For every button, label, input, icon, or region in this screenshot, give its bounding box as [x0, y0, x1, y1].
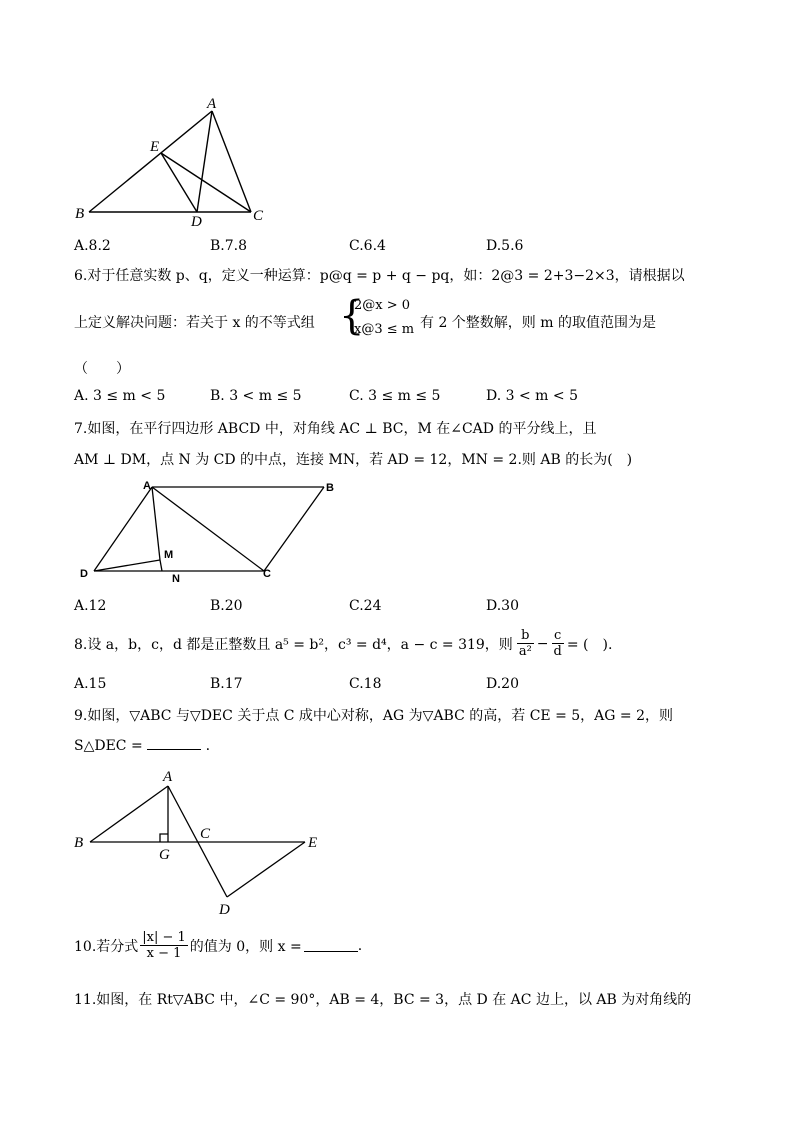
label-C: C	[263, 568, 271, 580]
q7-line2: AM ⊥ DM，点 N 为 CD 的中点，连接 MN，若 AD = 12，MN = 2.则 AB 的长为( )	[74, 452, 633, 468]
label-A: A	[163, 769, 173, 785]
label-A: A	[207, 96, 217, 112]
label-C: C	[200, 826, 211, 842]
q5-option-c: C.6.4	[349, 238, 386, 254]
q5-option-d: D.5.6	[486, 238, 524, 254]
q7-option-b: B.20	[210, 598, 243, 614]
label-A: A	[143, 480, 151, 492]
label-B: B	[75, 206, 85, 222]
q7-line1: 7.如图，在平行四边形 ABCD 中，对角线 AC ⊥ BC，M 在∠CAD 的平分线上，且	[74, 421, 597, 437]
q9-area-label: S△DEC =	[74, 738, 143, 754]
right-angle-marker	[160, 834, 168, 842]
q8-fraction2-denominator: d	[553, 644, 562, 659]
label-D: D	[191, 214, 202, 226]
q6-system-line1: 2@x > 0	[354, 298, 411, 313]
q6-option-c: C. 3 ≤ m ≤ 5	[349, 388, 441, 404]
q10-text-post: .	[357, 937, 363, 954]
q11-line1: 11.如图，在 Rt▽ABC 中，∠C = 90°，AB = 4，BC = 3，点 D 在 AC 边上，以 AB 为对角线的	[74, 992, 692, 1008]
q5-option-b: B.7.8	[210, 238, 248, 254]
q8-option-d: D.20	[486, 676, 519, 692]
q8-option-b: B.17	[210, 676, 243, 692]
q7-option-c: C.24	[349, 598, 382, 614]
segment-BC	[264, 487, 324, 571]
q6-answer-paren: （ ）	[74, 361, 130, 377]
q10-answer-blank[interactable]	[304, 939, 358, 952]
q5-option-a: A.8.2	[74, 238, 111, 254]
label-N: N	[172, 573, 180, 585]
label-C: C	[253, 208, 264, 224]
q8-minus: −	[536, 635, 549, 652]
q7-option-d: D.30	[486, 598, 519, 614]
central-symmetry-figure-q9	[70, 766, 330, 916]
q10-fraction	[140, 930, 188, 961]
q10-fraction-numerator: |x| − 1	[142, 930, 186, 945]
q8-line	[74, 628, 612, 659]
q10-text-mid: 的值为 0，则 x =	[189, 938, 302, 955]
q9-answer-blank[interactable]	[147, 737, 201, 750]
q6-system-line2: x@3 ≤ m	[354, 322, 415, 337]
label-M: M	[164, 549, 174, 561]
q8-fraction2-numerator: c	[552, 628, 564, 644]
q6-option-d: D. 3 < m < 5	[486, 388, 578, 404]
segment-AC	[212, 111, 251, 212]
q8-text-post: = ( ).	[566, 636, 613, 653]
label-E: E	[150, 139, 160, 155]
q8-fraction1-denominator: a²	[518, 644, 532, 659]
q9-line2-end: .	[205, 738, 211, 754]
q10-fraction-denominator: x − 1	[146, 946, 182, 961]
q6-line1: 6.对于任意实数 p、q，定义一种运算：p@q = p + q − pq，如：2@3 = 2+3−2×3，请根据以	[74, 268, 685, 284]
segment-MN	[160, 560, 162, 571]
q9-line2	[74, 737, 210, 754]
segment-ED	[161, 153, 197, 212]
q10-line	[74, 930, 362, 961]
q9-line1: 9.如图，▽ABC 与▽DEC 关于点 C 成中心对称，AG 为▽ABC 的高，若 CE = 5，AG = 2，则	[74, 708, 674, 724]
segment-EC	[161, 153, 251, 212]
label-E: E	[308, 835, 318, 851]
segment-BA	[90, 786, 168, 842]
q6-option-a: A. 3 ≤ m < 5	[74, 388, 166, 404]
q8-option-c: C.18	[349, 676, 382, 692]
q8-option-a: A.15	[74, 676, 107, 692]
label-G: G	[159, 847, 170, 863]
q6-line2-pre: 上定义解决问题：若关于 x 的不等式组	[74, 315, 315, 331]
label-D: D	[80, 568, 88, 580]
triangle-figure-q5	[70, 96, 280, 226]
label-B: B	[326, 482, 334, 494]
q7-option-a: A.12	[74, 598, 107, 614]
segment-DE	[227, 842, 305, 897]
q6-option-b: B. 3 < m ≤ 5	[210, 388, 302, 404]
segment-DM	[94, 560, 160, 571]
label-D: D	[219, 902, 230, 916]
segment-DA	[94, 487, 152, 571]
q6-line2-post: 有 2 个整数解，则 m 的取值范围为是	[420, 315, 656, 331]
q8-fraction-b-over-a2	[517, 628, 534, 659]
q10-text-pre: 10.若分式	[74, 938, 139, 955]
q8-fraction1-numerator: b	[517, 628, 534, 644]
parallelogram-figure-q7	[74, 476, 344, 586]
system-brace-icon: {	[339, 293, 365, 339]
segment-AM	[152, 487, 160, 560]
segment-AD	[197, 111, 212, 212]
segment-BA	[89, 111, 212, 212]
q8-text-pre: 8.设 a，b，c，d 都是正整数且 a⁵ = b²，c³ = d⁴，a − c = 319，则	[74, 636, 513, 653]
label-B: B	[74, 835, 84, 851]
q8-fraction-c-over-d	[552, 628, 564, 659]
